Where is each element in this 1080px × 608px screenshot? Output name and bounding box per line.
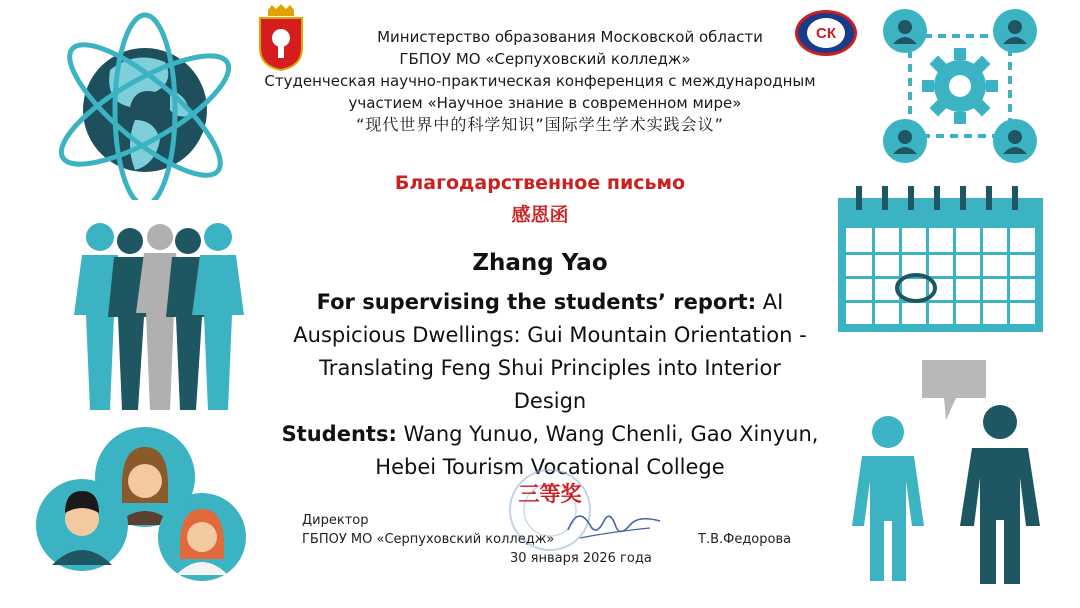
recipient-name: Zhang Yao bbox=[472, 250, 608, 276]
report-lead: For supervising the students’ report: bbox=[316, 290, 757, 314]
globe-icon bbox=[40, 0, 240, 200]
college-line: ГБПОУ МО «Серпуховский колледж» bbox=[399, 50, 691, 68]
director-org: ГБПОУ МО «Серпуховский колледж» bbox=[302, 532, 555, 547]
students-names: Wang Yunuo, Wang Chenli, Gao Xinyun, bbox=[403, 422, 819, 446]
director-name: Т.В.Федорова bbox=[698, 532, 792, 547]
report-line-1 bbox=[250, 286, 850, 319]
report-title-line-4: Design bbox=[513, 389, 587, 413]
ministry-line: Министерство образования Московской области bbox=[377, 28, 763, 46]
students-line bbox=[250, 418, 850, 451]
letter-title: Благодарственное письмо bbox=[394, 172, 686, 194]
report-title-line-2: Auspicious Dwellings: Gui Mountain Orientation - bbox=[293, 323, 807, 347]
conference-line-1: Студенческая научно-практическая конференция с международным bbox=[264, 72, 816, 90]
calendar-icon bbox=[838, 186, 1048, 336]
students-lead: Students: bbox=[281, 422, 397, 446]
report-title-part1: AI bbox=[762, 290, 784, 314]
header-block bbox=[230, 26, 850, 136]
conference-line-2: участием «Научное знание в современном мире» bbox=[348, 94, 742, 112]
letter-title-cn: 感恩函 bbox=[511, 204, 569, 226]
letter-date: 30 января 2026 года bbox=[510, 551, 652, 566]
conference-line-cn: “现代世界中的科学知识”国际学生学术实践会议” bbox=[356, 115, 724, 134]
team-people-icon bbox=[60, 215, 250, 415]
college-logo-text: СК bbox=[816, 24, 836, 42]
avatars-icon bbox=[30, 425, 250, 585]
signature-mark bbox=[560, 500, 670, 550]
conversation-people-icon bbox=[840, 360, 1050, 590]
report-block bbox=[250, 286, 850, 484]
report-title-line-3: Translating Feng Shui Principles into Interior bbox=[319, 356, 781, 380]
director-role: Директор bbox=[302, 513, 369, 528]
award-label: 三等奖 bbox=[518, 482, 582, 506]
network-gear-icon bbox=[880, 6, 1040, 166]
students-college: Hebei Tourism Vocational College bbox=[375, 455, 725, 479]
